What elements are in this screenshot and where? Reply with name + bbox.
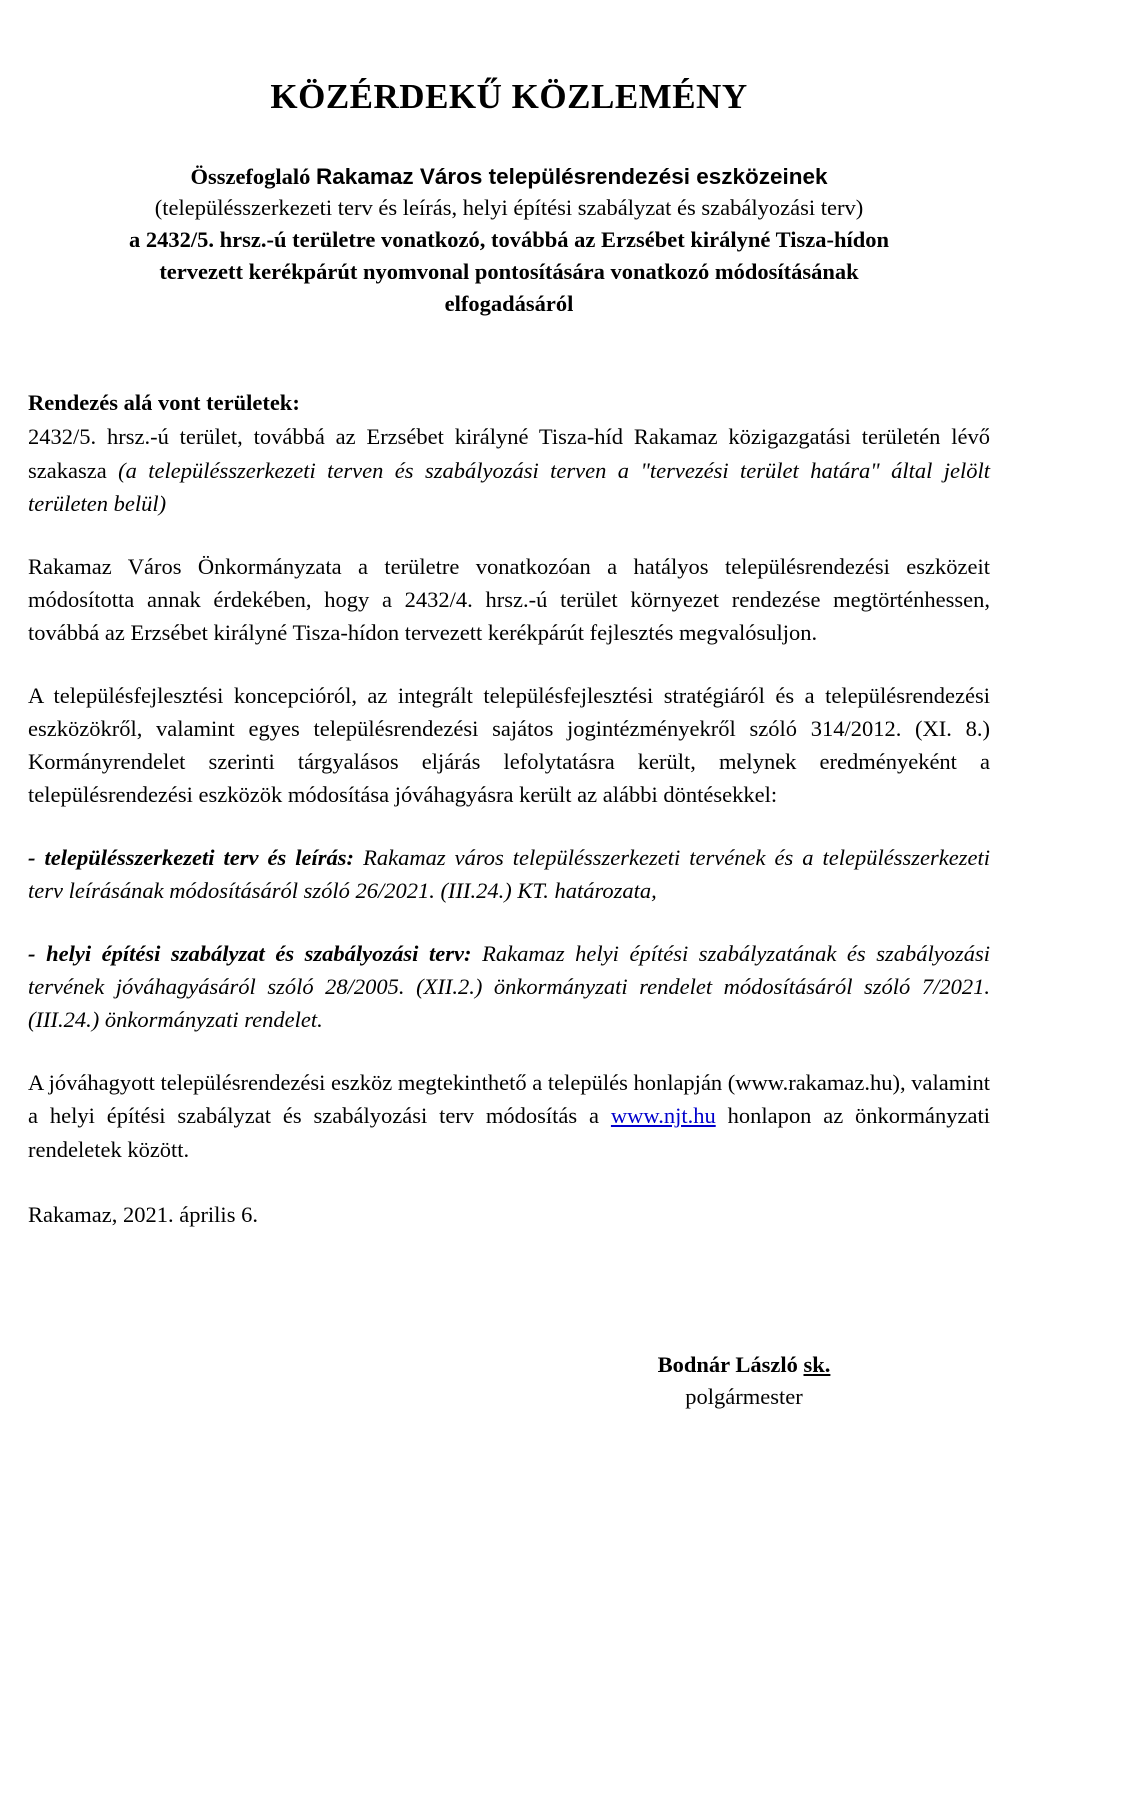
page-title: KÖZÉRDEKŰ KÖZLEMÉNY (270, 77, 748, 116)
paragraph-access-prefix: A jóváhagyott településrendezési eszköz megtekinthető a település honlapján (www.rakamaz.hu), valamint a helyi építési szabályzat és szabályozási terv módosítás a (28, 1070, 990, 1129)
signature-name-text: Bodnár László (657, 1351, 804, 1377)
paragraph-areas (28, 420, 990, 519)
paragraph-access-suffix: honlapon az önkormányzati rendeletek között. (28, 1103, 991, 1162)
signature-name (498, 1349, 990, 1382)
bullet-structure-plan-label: - településszerkezeti terv és leírás: (28, 845, 355, 871)
subtitle-block (28, 161, 990, 321)
document-sheet (28, 78, 990, 1414)
paragraph-modification: Rakamaz Város Önkormányzata a területre vonatkozóan a hatályos településrendezési eszközeit módosította annak érdekében, hogy a 2432/4. hrsz.-ú terület környezet rendezése megtörténhessen, továbbá az Erzsébet királyné Tisza-hídon tervezett kerékpárút fejlesztés megvalósuljon. (28, 553, 990, 645)
subtitle-line-5: elfogadásáról (444, 291, 574, 317)
paragraph-areas-plain: 2432/5. hrsz.-ú terület, továbbá az Erzsébet királyné Tisza-híd Rakamaz közigazgatási területén lévő szakasza (28, 424, 990, 483)
njt-hu-link[interactable]: www.njt.hu (610, 1103, 716, 1129)
subtitle-line-1-sans-part: Rakamaz Város településrendezési eszközeinek (316, 163, 828, 189)
signature-role: polgármester (685, 1384, 803, 1410)
date-line: Rakamaz, 2021. április 6. (28, 1201, 258, 1227)
signature-block (28, 1349, 990, 1414)
bullet-building-code-label: - helyi építési szabályzat és szabályozási terv: (28, 941, 472, 967)
bullet-building-code-text: Rakamaz helyi építési szabályzatának és szabályozási tervének jóváhagyásáról szóló 28/2005. (XII.2.) önkormányzati rendelet módosításáról szóló 7/2021. (III.24.) önkormányzati rendelet. (28, 941, 990, 1033)
subtitle-line-1-serif-part: Összefoglaló (190, 163, 317, 189)
bullet-building-code (28, 937, 990, 1036)
subtitle-line-3: a 2432/5. hrsz.-ú területre vonatkozó, továbbá az Erzsébet királyné Tisza-hídon (129, 227, 889, 253)
subtitle-line-4: tervezett kerékpárút nyomvonal pontosítására vonatkozó módosításának (159, 259, 859, 285)
bullet-structure-plan (28, 841, 990, 907)
paragraph-procedure: A településfejlesztési koncepcióról, az integrált településfejlesztési stratégiáról és a településrendezési eszközökről, valamint egyes településrendezési sajátos jogintézményekről szóló 314/2012. (XI. 8.) Kormányrendelet szerinti tárgyalásos eljárás lefolytatásra került, melynek eredményeként a településrendezési eszközök módosítása jóváhagyásra került az alábbi döntésekkel: (28, 682, 990, 807)
subtitle-line-1 (50, 161, 968, 193)
subtitle-line-2: (településszerkezeti terv és leírás, helyi építési szabályzat és szabályozási terv) (154, 195, 864, 221)
signature-sk-abbrev: sk. (803, 1351, 831, 1377)
section-heading-areas: Rendezés alá vont területek: (28, 390, 300, 416)
bullet-structure-plan-text: Rakamaz város településszerkezeti tervének és a településszerkezeti terv leírásának módosításáról szóló 26/2021. (III.24.) KT. határozata, (28, 845, 990, 904)
paragraph-access (28, 1066, 990, 1165)
paragraph-areas-italic: (a településszerkezeti terven és szabályozási terven a "tervezési terület határa" által jelölt területen belül) (28, 457, 990, 516)
